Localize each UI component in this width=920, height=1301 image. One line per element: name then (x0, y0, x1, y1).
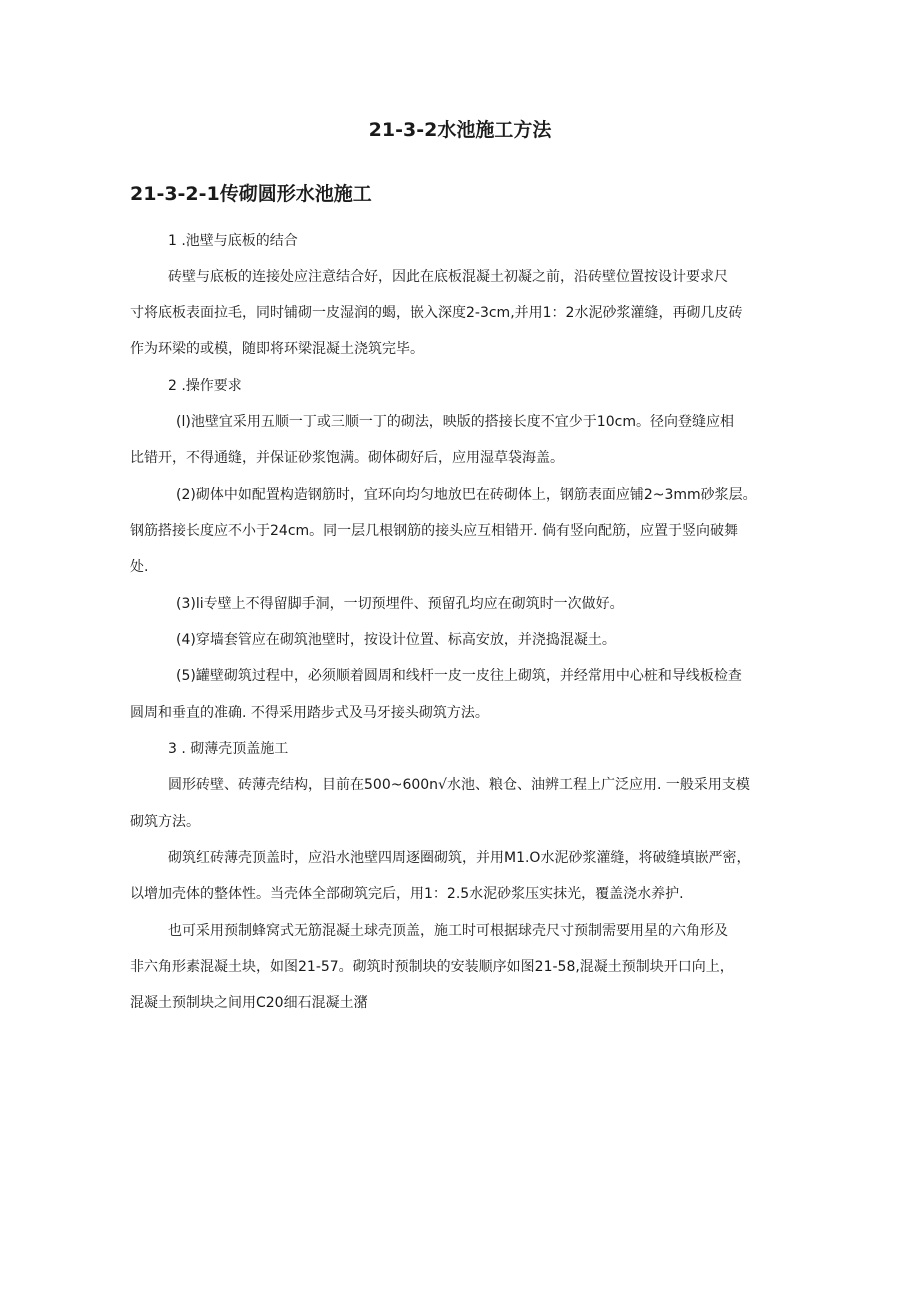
item2-sub1-line: (l)池壁宜采用五顺一丁或三顺一丁的砌法，映版的搭接长度不宜少于10cm。径向登缝应相 (176, 414, 734, 430)
item3-para2-line: 以增加壳体的整体性。当壳体全部砌筑完后，用1：2.5水泥砂浆压实抹光，覆盖浇水养护. (130, 886, 684, 902)
item3-para3-line: 混凝土预制块之间用C20细石混凝土潴 (130, 995, 368, 1011)
item1-para-line: 寸将底板表面拉毛，同时铺砌一皮湿润的蝎，嵌入深度2-3cm,并用1：2水泥砂浆灌缝，再砌几皮砖 (130, 305, 743, 321)
item3-para2-line: 砌筑红砖薄壳顶盖时，应沿水池壁四周逐圈砌筑，并用M1.O水泥砂浆灌缝，将破缝填嵌严密， (168, 850, 751, 866)
item1-para-line: 砖壁与底板的连接处应注意结合好，因此在底板混凝土初凝之前，沿砖壁位置按设计要求尺 (168, 269, 728, 285)
item3-para1-line: 砌筑方法。 (130, 814, 200, 830)
item3-para3-line: 非六角形素混凝土块，如图21-57。砌筑时预制块的安装顺序如图21-58,混凝土预制块开口向上， (130, 959, 734, 975)
page-title: 21-3-2水池施工方法 (368, 119, 552, 141)
item3-para3-line: 也可采用预制蜂窝式无筋混凝土球壳顶盖，施工时可根据球壳尺寸预制需要用星的六角形及 (168, 923, 728, 939)
item1-heading: 1 .池壁与底板的结合 (168, 233, 298, 249)
item2-sub2-line: 钢筋搭接长度应不小于24cm。同一层几根钢筋的接头应互相错开. 倘有竖向配筋，应置于竖向破舞 (130, 523, 739, 539)
item2-sub2-line: 处. (130, 559, 149, 575)
item2-heading: 2 .操作要求 (168, 378, 242, 394)
item2-sub5-line: (5)罐壁砌筑过程中，必须顺着圆周和线杆一皮一皮往上砌筑，并经常用中心桩和导线板检查 (176, 668, 742, 684)
section-heading: 21-3-2-1传砌圆形水池施工 (130, 183, 372, 205)
item3-para1-line: 圆形砖壁、砖薄壳结构，目前在500~600n√水池、粮仓、油辨工程上广泛应用. 一般采用支模 (168, 777, 750, 793)
item2-sub5-line: 圆周和垂直的准确. 不得采用踏步式及马牙接头砌筑方法。 (130, 705, 489, 721)
item2-sub1-line: 比错开，不得通缝，并保证砂浆饱满。砌体砌好后，应用湿草袋海盖。 (130, 450, 564, 466)
item3-heading: 3 . 砌薄壳顶盖施工 (168, 741, 289, 757)
item1-para-line: 作为环梁的或模，随即将环梁混凝土浇筑完毕。 (130, 341, 424, 357)
item2-sub2-line: (2)砌体中如配置构造钢筋时，宜环向均匀地放巴在砖砌体上，钢筋表面应铺2~3mm砂浆层。 (176, 487, 757, 503)
item2-sub3: (3)li专壁上不得留脚手洞，一切预埋件、预留孔均应在砌筑时一次做好。 (176, 596, 624, 612)
item2-sub4: (4)穿墙套管应在砌筑池壁时，按设计位置、标高安放，并浇捣混凝土。 (176, 632, 616, 648)
